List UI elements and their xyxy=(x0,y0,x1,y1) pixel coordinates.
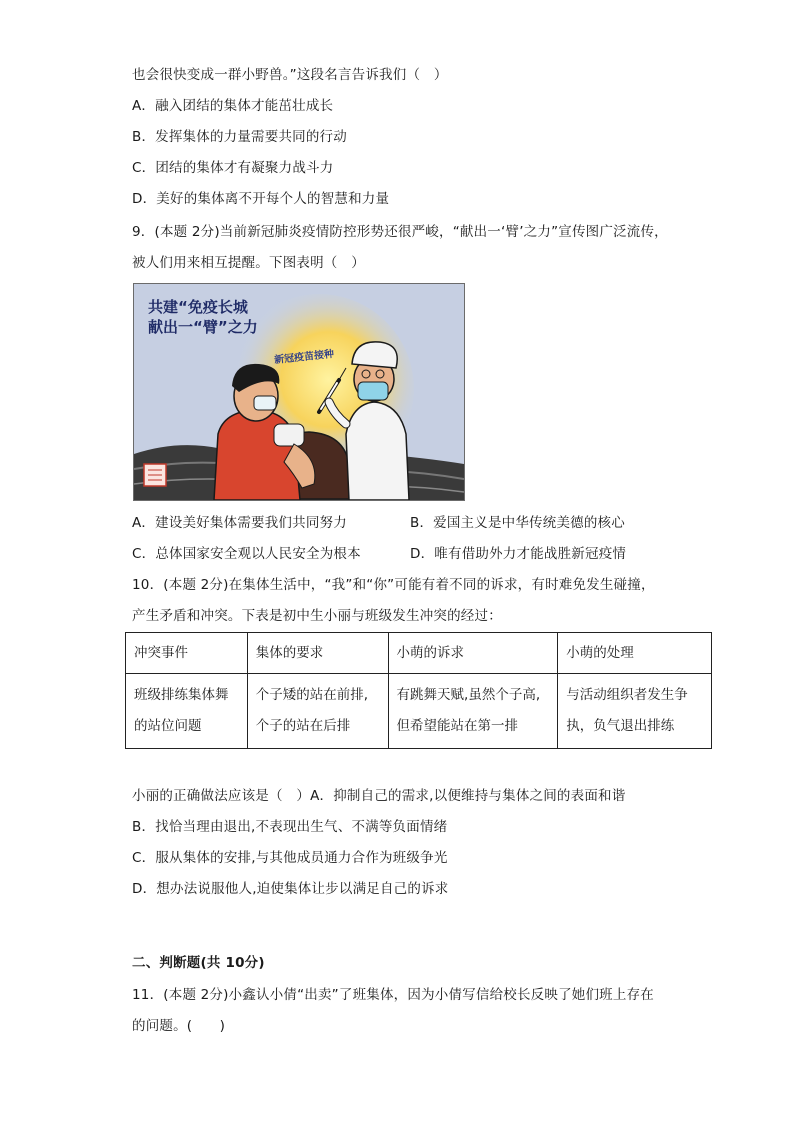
table-cell-appeal xyxy=(388,674,558,749)
cell-line: 的站位问题 xyxy=(134,718,202,734)
poster-banner-text: 新冠疫苗接种 xyxy=(273,348,335,367)
q8-option-b[interactable]: B．发挥集体的力量需要共同的行动 xyxy=(132,129,347,145)
table-cell-event xyxy=(126,674,248,749)
q9-option-c[interactable]: C．总体国家安全观以人民安全为根本 xyxy=(132,546,361,562)
vaccination-poster-image xyxy=(133,283,465,501)
cell-line: 个子矮的站在前排, xyxy=(255,687,369,703)
q9-option-a[interactable]: A．建设美好集体需要我们共同努力 xyxy=(132,515,347,531)
poster-title-line2: 献出一“臂”之力 xyxy=(148,318,258,336)
q8-option-d[interactable]: D．美好的集体离不开每个人的智慧和力量 xyxy=(132,191,390,207)
cell-line: 有跳舞天赋,虽然个子高, xyxy=(396,687,541,703)
q10-stem-line1: 10．(本题 2分)在集体生活中，“我”和“你”可能有着不同的诉求，有时难免发生碰撞， xyxy=(132,577,655,593)
q8-option-c[interactable]: C．团结的集体才有凝聚力战斗力 xyxy=(132,160,334,176)
q10-option-b[interactable]: B．找恰当理由退出,不表现出生气、不满等负面情绪 xyxy=(132,819,448,835)
q8-stem-tail: 也会很快变成一群小野兽。”这段名言告诉我们（ ） xyxy=(132,67,448,83)
cell-line: 但希望能站在第一排 xyxy=(396,718,519,734)
conflict-table xyxy=(125,632,712,749)
cell-line: 班级排练集体舞 xyxy=(134,687,229,703)
q9-option-d[interactable]: D．唯有借助外力才能战胜新冠疫情 xyxy=(410,546,627,562)
section-heading: 二、判断题(共 10分) xyxy=(132,955,265,971)
cell-line: 个子的站在后排 xyxy=(255,718,351,734)
cell-line: 与活动组织者发生争 xyxy=(566,687,688,703)
q10-option-c[interactable]: C．服从集体的安排,与其他成员通力合作为班级争光 xyxy=(132,850,448,866)
q8-option-a[interactable]: A．融入团结的集体才能茁壮成长 xyxy=(132,98,334,114)
table-header-cell: 小萌的诉求 xyxy=(388,633,558,674)
q9-stem-line1: 9．(本题 2分)当前新冠肺炎疫情防控形势还很严峻，“献出一‘臂’之力”宣传图广泛流传， xyxy=(132,224,668,240)
cell-line: 执，负气退出排练 xyxy=(566,718,675,734)
q10-stem-line2: 产生矛盾和冲突。下表是初中生小丽与班级发生冲突的经过： xyxy=(132,608,502,624)
table-row xyxy=(126,674,712,749)
table-header-row xyxy=(126,633,712,674)
poster-title-line1: 共建“免疫长城 xyxy=(148,298,248,316)
q10-option-d[interactable]: D．想办法说服他人,迫使集体让步以满足自己的诉求 xyxy=(132,881,449,897)
q9-stem-line2: 被人们用来相互提醒。下图表明（ ） xyxy=(132,255,365,271)
q10-stem-with-option-a[interactable]: 小丽的正确做法应该是（ ）A．抑制自己的需求,以便维持与集体之间的表面和谐 xyxy=(132,788,626,804)
q9-option-b[interactable]: B．爱国主义是中华传统美德的核心 xyxy=(410,515,625,531)
table-header-cell: 冲突事件 xyxy=(126,633,248,674)
table-header-cell: 集体的要求 xyxy=(247,633,388,674)
table-header-cell: 小萌的处理 xyxy=(558,633,712,674)
q11-stem-line1: 11．(本题 2分)小鑫认小倩“出卖”了班集体，因为小倩写信给校长反映了她们班上存在 xyxy=(132,987,654,1003)
table-cell-handling xyxy=(558,674,712,749)
table-cell-requirement xyxy=(247,674,388,749)
q11-stem-line2[interactable]: 的问题。( ) xyxy=(132,1018,226,1034)
